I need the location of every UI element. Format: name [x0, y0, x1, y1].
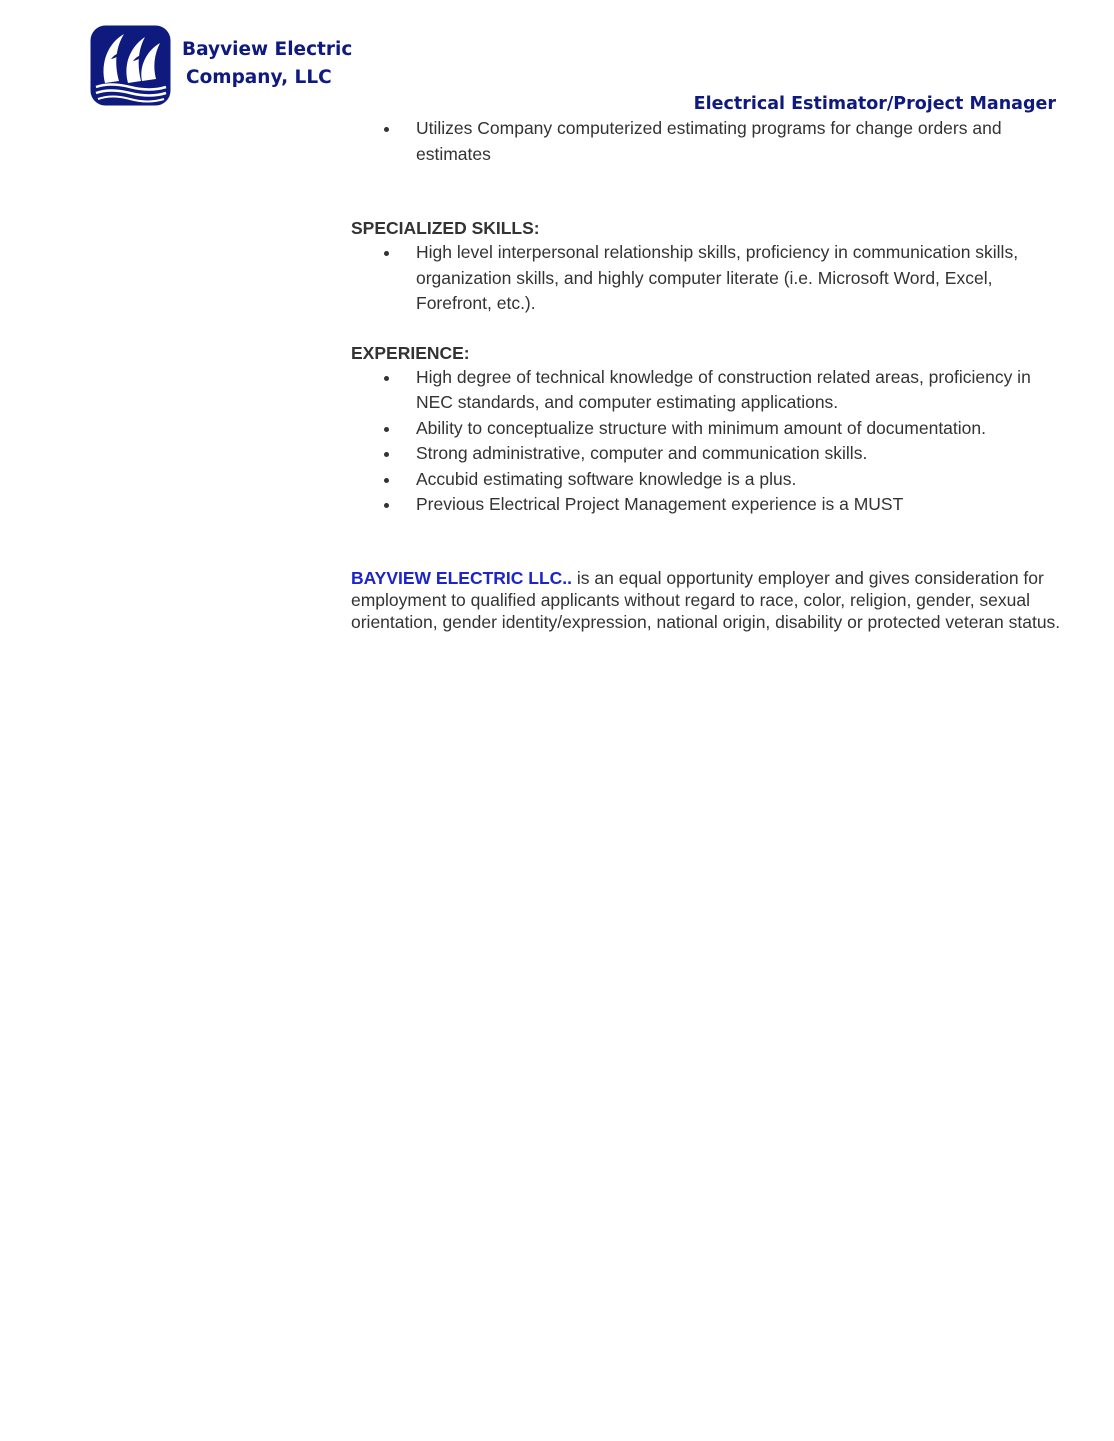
- skills-heading: SPECIALIZED SKILLS:: [351, 218, 540, 238]
- list-item: High degree of technical knowledge of construction related areas, proficiency in NEC standards, and computer estimating applications.: [351, 365, 1063, 416]
- experience-list: [351, 365, 1063, 518]
- list-item: Utilizes Company computerized estimating programs for change orders and estimates: [351, 116, 1063, 167]
- eeo-company-name: BAYVIEW ELECTRIC LLC..: [351, 567, 573, 588]
- company-name: [182, 36, 402, 92]
- list-item: Strong administrative, computer and communication skills.: [351, 441, 1063, 467]
- eeo-text: is an equal opportunity employer and gives consideration for employment to qualified applicants without regard to race, color, religion, gender, sexual orientation, gender identity/expression, national origin, disability or protected veteran status.: [351, 567, 1061, 632]
- job-title: Electrical Estimator/Project Manager: [693, 94, 1056, 114]
- list-item: Accubid estimating software knowledge is a plus.: [351, 467, 1063, 493]
- company-name-line1: Bayview Electric: [182, 39, 353, 60]
- sailboat-waves-logo-icon: [90, 25, 171, 106]
- skills-list: [351, 240, 1063, 317]
- company-name-line2: Company, LLC: [186, 67, 332, 88]
- list-item: Ability to conceptualize structure with minimum amount of documentation.: [351, 416, 1063, 442]
- document-body: [351, 116, 1063, 650]
- eeo-statement: [351, 567, 1063, 633]
- intro-bullet-list: [351, 116, 1063, 167]
- experience-heading: EXPERIENCE:: [351, 342, 470, 363]
- list-item: High level interpersonal relationship skills, proficiency in communication skills, organization skills, and highly computer literate (i.e. Microsoft Word, Excel, Forefront, etc.).: [351, 240, 1063, 317]
- list-item: Previous Electrical Project Management experience is a MUST: [351, 492, 1063, 518]
